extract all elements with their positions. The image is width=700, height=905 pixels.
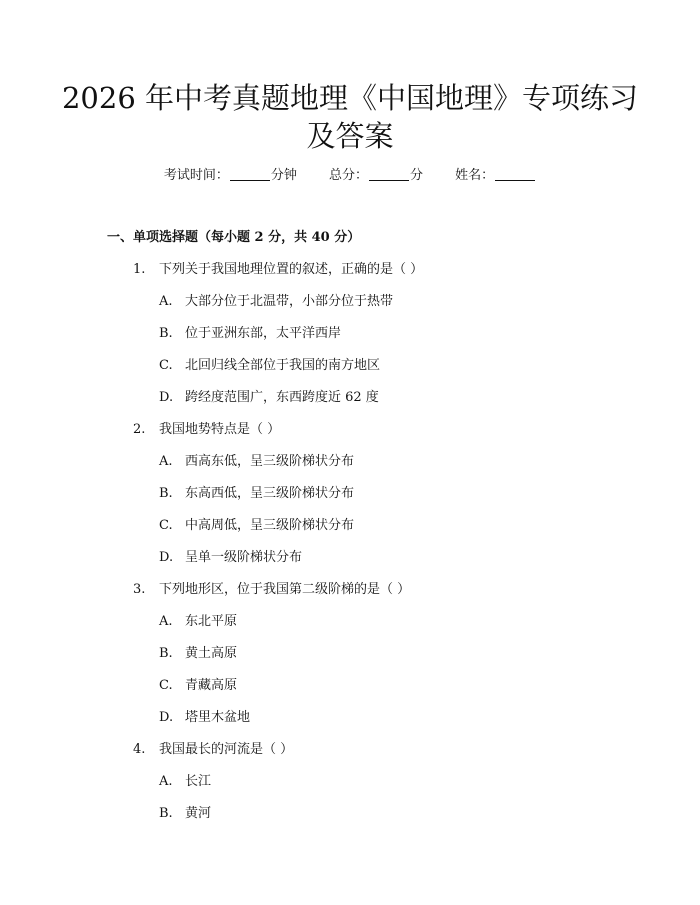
option-letter: A. xyxy=(159,294,173,309)
exam-time-blank[interactable] xyxy=(230,167,270,181)
page-title-line-1: 2026 年中考真题地理《中国地理》专项练习 xyxy=(61,81,639,115)
option-text: 黄土高原 xyxy=(185,646,238,661)
option-text: 塔里木盆地 xyxy=(185,710,251,725)
question-text: 下列关于我国地理位置的叙述，正确的是（ ） xyxy=(159,262,424,277)
question-number: 3. xyxy=(133,582,146,597)
question-2-option-d[interactable] xyxy=(159,549,639,567)
question-4-option-b[interactable] xyxy=(159,805,639,823)
question-4 xyxy=(133,741,633,759)
exam-score-blank[interactable] xyxy=(369,167,409,181)
question-2-option-b[interactable] xyxy=(159,485,639,503)
exam-score xyxy=(329,167,423,185)
question-1-option-c[interactable] xyxy=(159,357,639,375)
option-text: 大部分位于北温带，小部分位于热带 xyxy=(185,294,394,309)
question-2-option-a[interactable] xyxy=(159,453,639,471)
student-name xyxy=(455,167,536,185)
exam-time xyxy=(164,167,297,185)
exam-score-label: 总分： xyxy=(328,168,368,183)
question-3 xyxy=(133,581,633,599)
question-number: 1. xyxy=(133,262,146,277)
option-text: 黄河 xyxy=(185,806,212,821)
question-2-option-c[interactable] xyxy=(159,517,639,535)
option-letter: B. xyxy=(159,806,173,821)
option-text: 东北平原 xyxy=(185,614,238,629)
option-letter: D. xyxy=(159,710,174,725)
option-letter: B. xyxy=(159,646,173,661)
option-letter: B. xyxy=(159,326,173,341)
option-letter: D. xyxy=(159,550,174,565)
question-1 xyxy=(133,261,633,279)
option-text: 位于亚洲东部，太平洋西岸 xyxy=(185,326,342,341)
option-letter: D. xyxy=(159,390,174,405)
question-number: 2. xyxy=(133,422,146,437)
option-text: 中高周低，呈三级阶梯状分布 xyxy=(185,518,355,533)
question-3-option-d[interactable] xyxy=(159,709,639,727)
option-text: 跨经度范围广，东西跨度近 62 度 xyxy=(185,390,379,405)
question-3-option-b[interactable] xyxy=(159,645,639,663)
option-letter: A. xyxy=(159,774,173,789)
option-text: 长江 xyxy=(185,774,212,789)
question-3-option-a[interactable] xyxy=(159,613,639,631)
option-text: 西高东低，呈三级阶梯状分布 xyxy=(185,454,355,469)
student-name-label: 姓名： xyxy=(455,168,495,183)
question-1-option-a[interactable] xyxy=(159,293,639,311)
option-letter: B. xyxy=(159,486,173,501)
question-text: 我国最长的河流是（ ） xyxy=(159,742,294,757)
student-name-blank[interactable] xyxy=(495,167,535,181)
option-text: 呈单一级阶梯状分布 xyxy=(185,550,303,565)
question-4-option-a[interactable] xyxy=(159,773,639,791)
question-3-option-c[interactable] xyxy=(159,677,639,695)
question-1-option-b[interactable] xyxy=(159,325,639,343)
section-heading: 一、单项选择题（每小题 2 分，共 40 分） xyxy=(107,230,361,245)
option-text: 东高西低，呈三级阶梯状分布 xyxy=(185,486,355,501)
option-letter: A. xyxy=(159,454,173,469)
exam-time-unit: 分钟 xyxy=(270,168,297,183)
question-text: 下列地形区，位于我国第二级阶梯的是（ ） xyxy=(159,582,411,597)
question-1-option-d[interactable] xyxy=(159,389,639,407)
option-letter: C. xyxy=(159,678,173,693)
exam-score-unit: 分 xyxy=(410,168,424,183)
page-title-line-2: 及答案 xyxy=(306,119,394,153)
option-letter: C. xyxy=(159,358,173,373)
option-text: 北回归线全部位于我国的南方地区 xyxy=(185,358,381,373)
question-number: 4. xyxy=(133,742,146,757)
question-2 xyxy=(133,421,633,439)
option-text: 青藏高原 xyxy=(185,678,238,693)
exam-meta xyxy=(0,167,700,185)
option-letter: A. xyxy=(159,614,173,629)
exam-time-label: 考试时间： xyxy=(163,168,229,183)
option-letter: C. xyxy=(159,518,173,533)
question-text: 我国地势特点是（ ） xyxy=(159,422,281,437)
